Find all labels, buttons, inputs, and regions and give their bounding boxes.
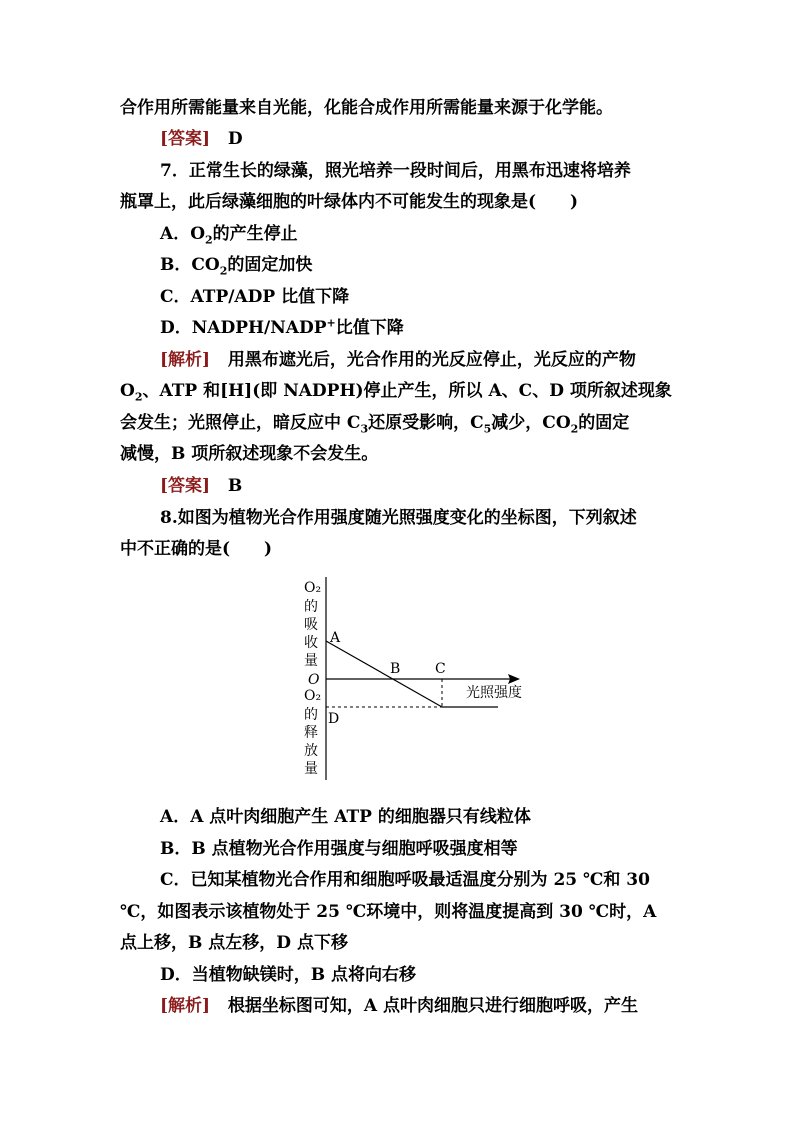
lower-label-char: 释	[304, 725, 318, 741]
option-8b: B．B 点植物光合作用强度与细胞呼吸强度相等	[160, 839, 518, 859]
question-7-stem: 瓶罩上，此后绿藻细胞的叶绿体内不可能发生的现象是( )	[120, 192, 579, 212]
answer-tag: [答案]	[160, 476, 211, 496]
question-8-stem: 中不正确的是( )	[120, 539, 273, 559]
explanation-7-line: 会发生；光照停止，暗反应中 $C_3$还原受影响，$C_5$减少，$CO_2$的固定	[120, 413, 630, 436]
point-c-label: C	[435, 661, 446, 677]
question-8-stem: 8.如图为植物光合作用强度随光照强度变化的坐标图，下列叙述	[160, 508, 637, 528]
origin-label: O	[308, 672, 320, 688]
upper-label-char: 收	[304, 635, 318, 651]
explanation-7: [解析] 用黑布遮光后，光合作用的光反应停止，光反应的产物	[160, 350, 636, 370]
explanation-8: [解析] 根据坐标图可知，A 点叶肉细胞只进行细胞呼吸，产生	[160, 996, 638, 1016]
point-d-label: D	[328, 711, 340, 727]
option-8c: C．已知某植物光合作用和细胞呼吸最适温度分别为 25 ℃和 30	[160, 870, 650, 890]
point-b-label: B	[390, 661, 401, 677]
explanation-tag: [解析]	[160, 350, 211, 370]
option-8c-line: ℃，如图表示该植物处于 25 ℃环境中，则将温度提高到 30 ℃时，A	[120, 902, 657, 922]
x-axis-label: 光照强度	[466, 685, 522, 701]
explanation-tag: [解析]	[160, 996, 211, 1016]
option-7d: D．NADPH/NADP+比值下降	[160, 316, 404, 338]
option-8c-line: 点上移，B 点左移，D 点下移	[120, 933, 348, 953]
answer-7	[160, 475, 242, 497]
answer-6	[160, 128, 243, 150]
answer-value: B	[227, 476, 243, 496]
lower-label-char: 放	[304, 743, 318, 759]
upper-label-char: 吸	[304, 617, 318, 633]
explanation-7-line: $O_2$、ATP 和[H](即 NADPH)停止产生，所以 A、C、D 项所叙述现象	[120, 381, 672, 404]
option-8a: A．A 点叶肉细胞产生 ATP 的细胞器只有线粒体	[160, 807, 531, 827]
lower-label-char: 的	[304, 707, 318, 723]
paragraph-line: 合作用所需能量来自光能，化能合成作用所需能量来源于化学能。	[120, 98, 613, 118]
explanation-7-line: 减慢，B 项所叙述现象不会发生。	[120, 444, 379, 464]
option-7b: B．$CO_2$的固定加快	[160, 255, 313, 278]
option-7a: A．$O_2$的产生停止	[160, 224, 298, 247]
option-7c: C．ATP/ADP 比值下降	[160, 287, 350, 307]
photosynthesis-diagram	[280, 575, 550, 787]
upper-label-char: 量	[304, 653, 318, 669]
lower-label-char: O₂	[304, 688, 322, 704]
lower-label-char: 量	[304, 761, 318, 777]
point-a-label: A	[330, 630, 341, 646]
upper-label-char: 的	[304, 599, 318, 615]
question-7-stem: 7．正常生长的绿藻，照光培养一段时间后，用黑布迅速将培养	[160, 161, 631, 181]
answer-value: D	[227, 129, 243, 149]
option-8d: D．当植物缺镁时，B 点将向右移	[160, 965, 417, 985]
answer-tag: [答案]	[160, 129, 211, 149]
upper-label-char: O₂	[304, 580, 322, 596]
curve-segment	[326, 641, 442, 707]
